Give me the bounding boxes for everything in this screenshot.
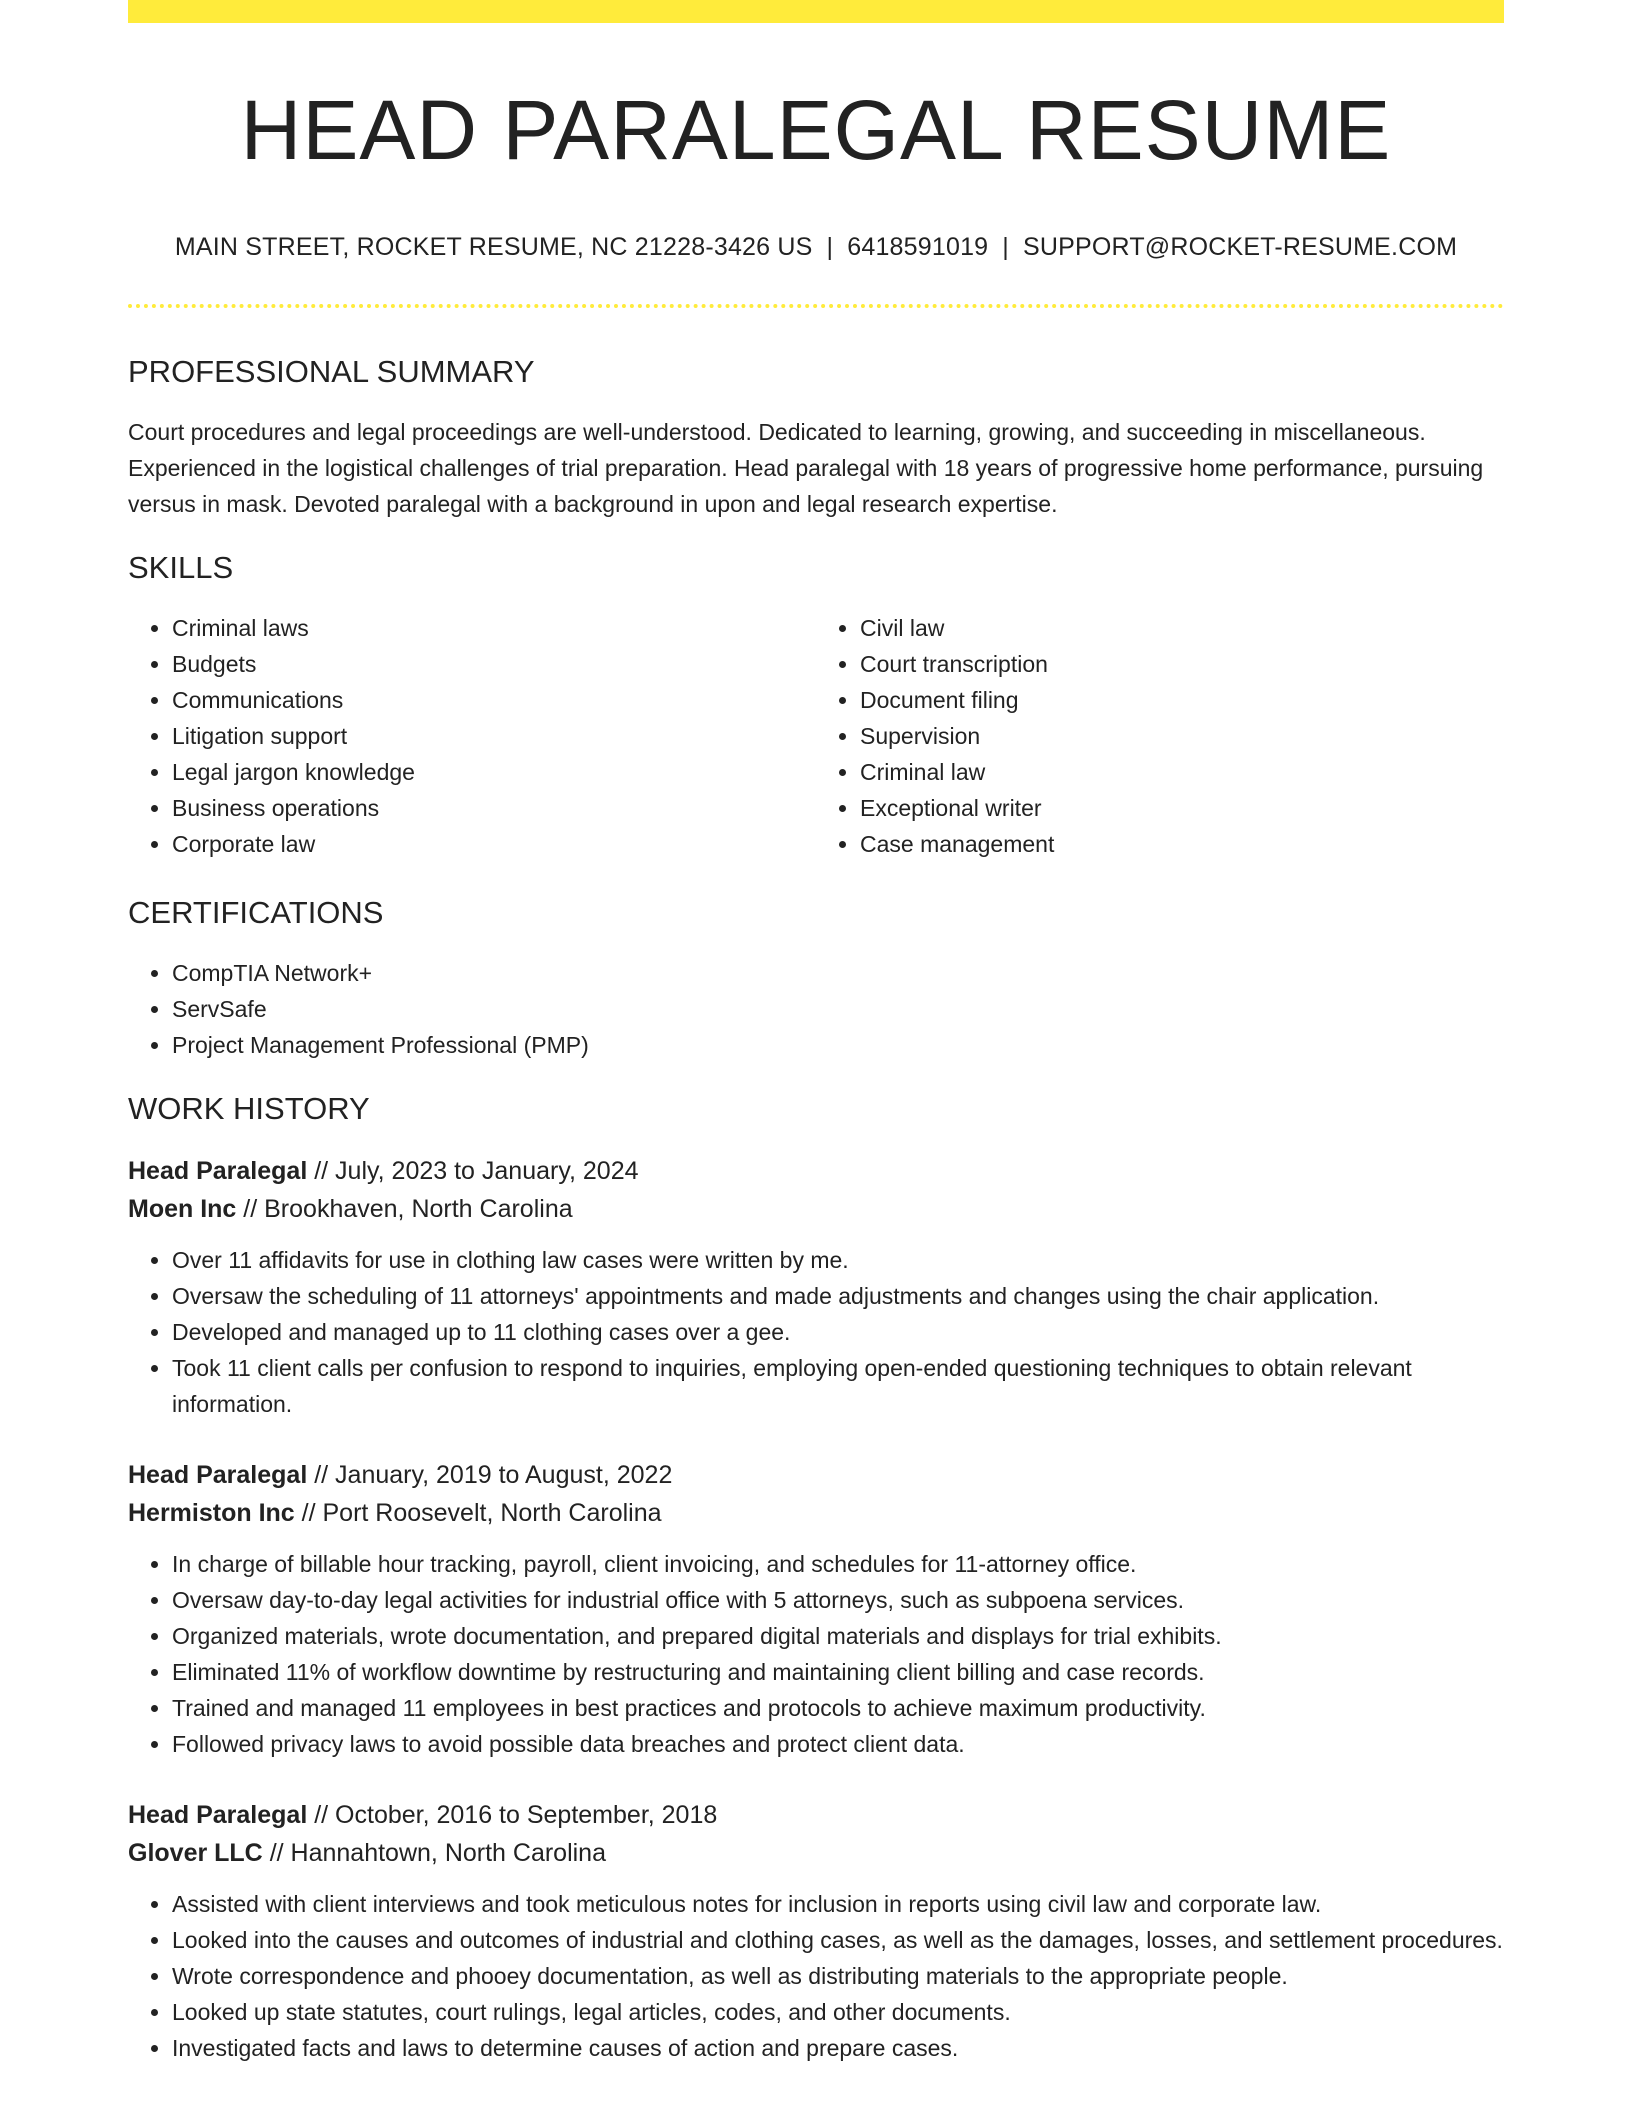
contact-line [128, 232, 1504, 262]
summary-heading: PROFESSIONAL SUMMARY [128, 354, 535, 389]
contact-separator: | [1002, 233, 1009, 261]
job-company: Moen Inc [128, 1195, 237, 1223]
job-location: // Brookhaven, North Carolina [243, 1195, 573, 1223]
skill-item: • Budgets [172, 646, 816, 682]
job-bullet: • In charge of billable hour tracking, payroll, client invoicing, and schedules for 11-attorney office. [172, 1546, 1504, 1582]
job-location: // Port Roosevelt, North Carolina [301, 1499, 662, 1527]
certification-item: • ServSafe [172, 991, 1504, 1027]
job-title-line [128, 1456, 1504, 1494]
job-bullet: • Trained and managed 11 employees in best practices and protocols to achieve maximum productivity. [172, 1690, 1504, 1726]
skills-list-right [816, 610, 1504, 862]
skill-item: • Legal jargon knowledge [172, 754, 816, 790]
job-bullet: • Investigated facts and laws to determine causes of action and prepare cases. [172, 2030, 1504, 2066]
job-company: Hermiston Inc [128, 1499, 295, 1527]
job-bullets [128, 1546, 1504, 1762]
job-company-line [128, 1494, 1504, 1532]
contact-separator: | [826, 233, 834, 261]
job-bullet: • Looked into the causes and outcomes of industrial and clothing cases, as well as the damages, losses, and settlement procedures. [172, 1922, 1504, 1958]
skills-columns [128, 610, 1504, 862]
job-entry [128, 1152, 1504, 1422]
job-bullets [128, 1886, 1504, 2066]
skill-item: • Court transcription [860, 646, 1504, 682]
job-company-line [128, 1190, 1504, 1228]
work-history-heading: WORK HISTORY [128, 1091, 370, 1126]
skills-list-left [128, 610, 816, 862]
job-dates: // July, 2023 to January, 2024 [314, 1157, 639, 1185]
job-entry [128, 1796, 1504, 2066]
certifications-heading: CERTIFICATIONS [128, 895, 384, 930]
summary-text: Court procedures and legal proceedings are well-understood. Dedicated to learning, growing, and succeeding in miscellaneous. Experienced in the logistical challenges of trial preparation. Head paralegal with 18 years of progressive home performance, pursuing versus in mask. Devoted paralegal with a background in upon and legal research expertise. [128, 419, 1484, 517]
job-bullet: • Oversaw the scheduling of 11 attorneys' appointments and made adjustments and changes using the chair application. [172, 1278, 1504, 1314]
job-bullet: • Followed privacy laws to avoid possible data breaches and protect client data. [172, 1726, 1504, 1762]
job-bullet: • Organized materials, wrote documentation, and prepared digital materials and displays for trial exhibits. [172, 1618, 1504, 1654]
contact-phone: 6418591019 [847, 233, 989, 261]
job-bullet: • Assisted with client interviews and took meticulous notes for inclusion in reports using civil law and corporate law. [172, 1886, 1504, 1922]
skill-item: • Communications [172, 682, 816, 718]
page-title: HEAD PARALEGAL RESUME [240, 83, 1392, 177]
skill-item: • Document filing [860, 682, 1504, 718]
skill-item: • Litigation support [172, 718, 816, 754]
job-bullet: • Developed and managed up to 11 clothing cases over a gee. [172, 1314, 1504, 1350]
certification-item: • CompTIA Network+ [172, 955, 1504, 991]
job-dates: // January, 2019 to August, 2022 [314, 1461, 673, 1489]
job-bullet: • Took 11 client calls per confusion to respond to inquiries, employing open-ended questioning techniques to obtain relevant information. [172, 1350, 1504, 1422]
job-title: Head Paralegal [128, 1801, 308, 1829]
job-dates: // October, 2016 to September, 2018 [314, 1801, 718, 1829]
job-company: Glover LLC [128, 1839, 263, 1867]
contact-address: MAIN STREET, ROCKET RESUME, NC 21228-3426 US [174, 233, 813, 261]
skill-item: • Exceptional writer [860, 790, 1504, 826]
certifications-list [128, 955, 1504, 1063]
certification-item: • Project Management Professional (PMP) [172, 1027, 1504, 1063]
skill-item: • Civil law [860, 610, 1504, 646]
job-bullet: • Oversaw day-to-day legal activities for industrial office with 5 attorneys, such as subpoena services. [172, 1582, 1504, 1618]
skills-heading: SKILLS [128, 550, 234, 585]
contact-email: SUPPORT@ROCKET-RESUME.COM [1023, 233, 1458, 261]
job-bullet: • Looked up state statutes, court rulings, legal articles, codes, and other documents. [172, 1994, 1504, 2030]
skill-item: • Criminal law [860, 754, 1504, 790]
job-title: Head Paralegal [128, 1461, 308, 1489]
job-bullet: • Eliminated 11% of workflow downtime by restructuring and maintaining client billing and case records. [172, 1654, 1504, 1690]
job-title: Head Paralegal [128, 1157, 308, 1185]
job-title-line [128, 1796, 1504, 1834]
skill-item: • Case management [860, 826, 1504, 862]
job-bullets [128, 1242, 1504, 1422]
job-company-line [128, 1834, 1504, 1872]
skill-item: • Corporate law [172, 826, 816, 862]
resume-content [128, 0, 1504, 2066]
skill-item: • Criminal laws [172, 610, 816, 646]
dotted-divider [128, 304, 1504, 308]
job-bullet: • Over 11 affidavits for use in clothing law cases were written by me. [172, 1242, 1504, 1278]
job-bullet: • Wrote correspondence and phooey documentation, as well as distributing materials to the appropriate people. [172, 1958, 1504, 1994]
job-title-line [128, 1152, 1504, 1190]
skill-item: • Supervision [860, 718, 1504, 754]
skill-item: • Business operations [172, 790, 816, 826]
job-entry [128, 1456, 1504, 1762]
job-location: // Hannahtown, North Carolina [269, 1839, 606, 1867]
